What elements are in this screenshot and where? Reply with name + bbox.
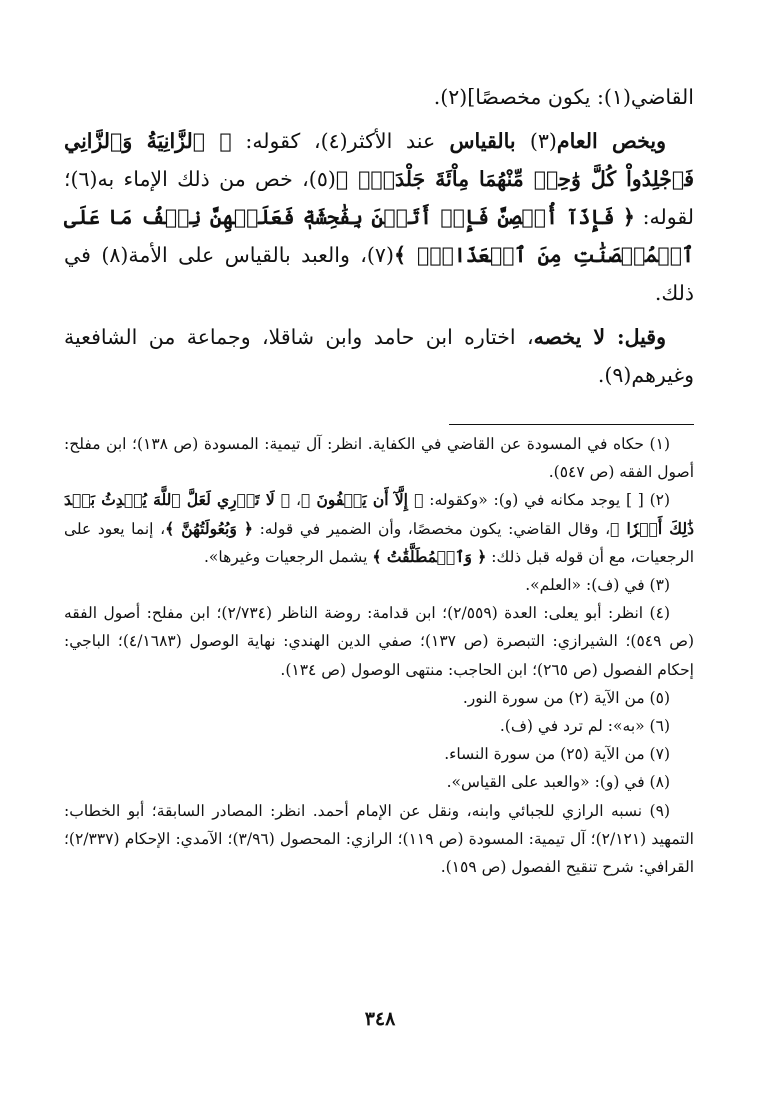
- footnote-6-text: (٦) «به»: لم ترد في (ف).: [499, 717, 670, 736]
- footnote-8-text: (٨) في (و): «والعبد على القياس».: [446, 773, 670, 792]
- footnote-4-text: (٤) انظر: أبو يعلى: العدة (٢/٥٥٩)؛ ابن قدامة: روضة الناظر (٢/٧٣٤)؛ ابن مفلح: أصول الفقه (ص ٥٤٩)؛ الشيرازي: التبصرة (ص ١٣٧)؛ صفي الدين الهندي: نهاية الوصول (٤/١٦٨٣)؛ الباجي: إحكام الفصول (ص ٢٦٥)؛ ابن الحاجب: منتهى الوصول (ص ١٣٤).: [64, 604, 694, 679]
- footnote-9-text: (٩) نسبه الرازي للجبائي وابنه، ونقل عن الإمام أحمد. انظر: المصادر السابقة؛ أبو الخطاب: التمهيد (٢/١٢١)؛ آل تيمية: المسودة (ص ١١٩)؛ الرازي: المحصول (٣/٩٦)؛ الآمدي: الإحكام (٢/٣٣٧)؛ القرافي: شرح تنقيح الفصول (ص ١٥٩).: [64, 801, 694, 877]
- footnote-4: [64, 599, 694, 684]
- footnote-3: [64, 571, 694, 599]
- main-text: [64, 78, 694, 394]
- quran-verse-1: ﴿ ٱلزَّانِيَةُ وَٱلزَّانِي فَٱجْلِدُواْ كُلَّ وَٰحِدٖ مِّنْهُمَا مِاْئَةَ جَلْدَةٖۖ ﴾: [64, 129, 695, 191]
- main-line-0-text: القاضي(١): يكون مخصصًا](٢).: [433, 85, 694, 109]
- footnote-6: [64, 712, 694, 740]
- footnote-1-text: (١) حكاه في المسودة عن القاضي في الكفاية. انظر: آل تيمية: المسودة (ص ١٣٨)؛ ابن مفلح: أصول الفقه (ص ٥٤٧).: [64, 435, 694, 482]
- para1-text-1: عند الأكثر(٤)، كقوله:: [231, 129, 436, 153]
- main-paragraph-2: [64, 318, 694, 394]
- para1-lead2: بالقياس: [435, 129, 530, 153]
- main-line-0: [64, 78, 694, 116]
- footnote-2: [64, 486, 694, 571]
- footnote-3-text: (٣) في (ف): «العلم».: [525, 576, 670, 595]
- footnote-9: [64, 797, 694, 882]
- footnote-2-text-e: يشمل الرجعيات وغيرها».: [203, 547, 373, 566]
- footnote-7-text: (٧) من الآية (٢٥) من سورة النساء.: [444, 745, 670, 764]
- main-paragraph-1: [64, 122, 694, 312]
- footnote-8: [64, 768, 694, 796]
- page-number: ٣٤٨: [364, 1008, 396, 1030]
- footnote-2-quran-1: ﴿ إِلَّآ أَن يَعۡفُونَ ﴾: [300, 490, 424, 510]
- para2-lead: وقيل: لا يخصه: [533, 325, 666, 349]
- footnote-2-text-a: (٢) [ ] يوجد مكانه في (و): «وكقوله:: [423, 491, 671, 510]
- footnote-5: [64, 684, 694, 712]
- footnote-2-text-d: ، إنما يعود على الرجعيات، مع أن قوله قبل ذلك:: [64, 519, 694, 566]
- footnotes: [64, 430, 694, 881]
- para1-fn3: (٣): [529, 129, 557, 153]
- footnote-separator: [449, 424, 694, 425]
- footnote-2-quran-4: ﴿ وَٱلۡمُطَلَّقَٰتُ ﴾: [372, 546, 487, 566]
- para2-text-1: ، اختاره ابن حامد وابن شاقلا، وجماعة من الشافعية وغيرهم(٩).: [64, 325, 694, 387]
- para1-lead: ويخص العام: [556, 129, 666, 153]
- quran-verse-2: ﴿ فَإِذَآ أُحۡصِنَّ فَإِنۡ أَتَيۡنَ بِفَٰحِشَةٖ فَعَلَيۡهِنَّ نِصۡفُ مَا عَلَى ٱلۡمُحۡصَنَٰتِ مِنَ ٱلۡعَذَابِۚ ﴾: [64, 205, 695, 267]
- footnote-2-text-c: ، وقال القاضي: يكون مخصصًا، وأن الضمير في قوله:: [253, 519, 611, 538]
- footnote-2-quran-2: ﴿ لَا تَدۡرِي لَعَلَّ ٱللَّهَ يُحۡدِثُ بَعۡدَ ذَٰلِكَ أَمۡرٗا ﴾: [64, 490, 694, 538]
- para1-text-2: (٥)، خص من ذلك الإماء به(٦)؛ لقوله:: [64, 167, 694, 229]
- footnote-2-quran-3: ﴿ وَبُعُولَتُهُنَّ ﴾: [165, 518, 253, 538]
- footnote-7: [64, 740, 694, 768]
- footnote-1: [64, 430, 694, 486]
- para1-text-3: (٧)، والعبد بالقياس على الأمة(٨) في ذلك.: [64, 243, 694, 305]
- footnote-2-text-b: ،: [290, 491, 301, 510]
- footnote-5-text: (٥) من الآية (٢) من سورة النور.: [462, 688, 670, 707]
